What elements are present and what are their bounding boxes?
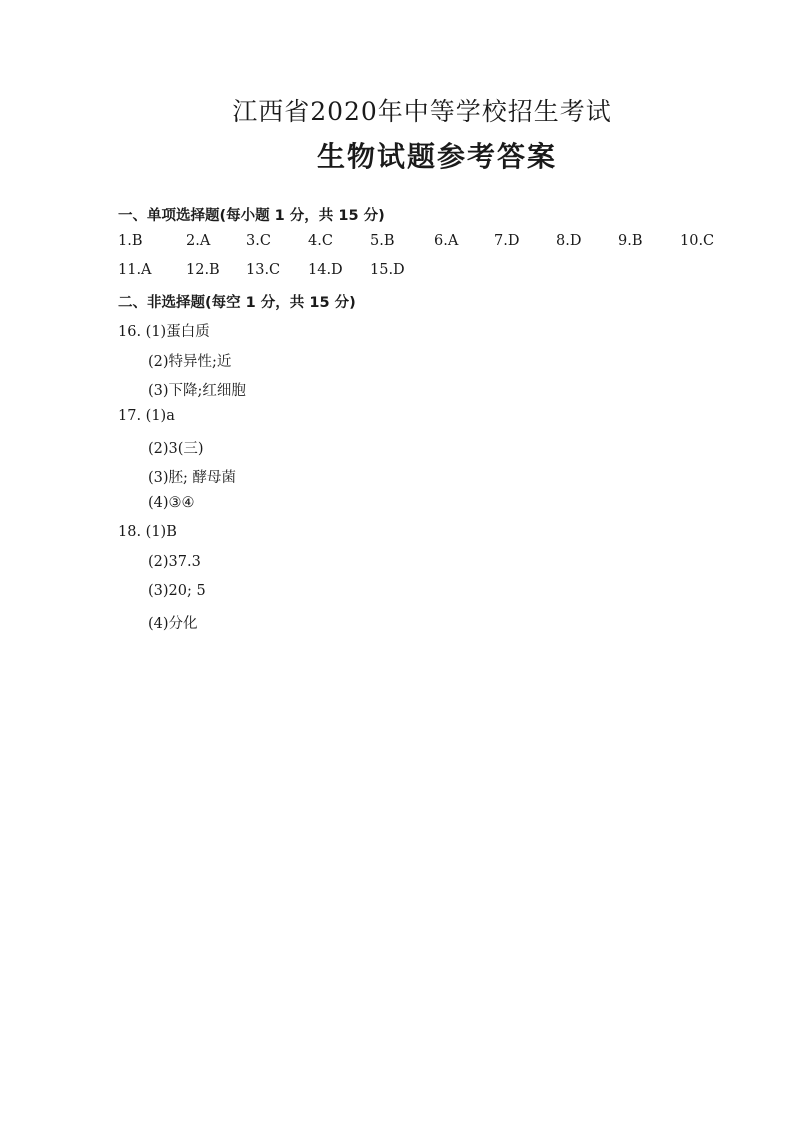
mc-answer: 9.B: [618, 233, 643, 249]
q18-answer-1: 18. (1)B: [118, 524, 177, 540]
mc-answer: 13.C: [246, 262, 281, 278]
mc-answer: 12.B: [186, 262, 220, 278]
q17-answer-4: (4)③④: [148, 495, 195, 511]
section2-heading: 二、非选择题(每空 1 分，共 15 分): [118, 295, 356, 311]
q16-answer-2: (2)特异性;近: [148, 354, 232, 370]
exam-title: 江西省2020年中等学校招生考试: [232, 97, 612, 126]
mc-answer: 2.A: [186, 233, 211, 249]
mc-answer: 11.A: [118, 262, 152, 278]
mc-answer: 1.B: [118, 233, 143, 249]
q17-answer-3: (3)胚; 酵母菌: [148, 470, 237, 486]
q16-answer-1: 16. (1)蛋白质: [118, 324, 210, 340]
section1-heading: 一、单项选择题(每小题 1 分，共 15 分): [118, 208, 385, 224]
q16-answer-3: (3)下降;红细胞: [148, 383, 246, 399]
mc-answer: 4.C: [308, 233, 333, 249]
q18-answer-3: (3)20; 5: [148, 583, 206, 599]
mc-answer: 15.D: [370, 262, 405, 278]
answer-key-title: 生物试题参考答案: [316, 140, 557, 173]
mc-answer: 5.B: [370, 233, 395, 249]
mc-answer: 3.C: [246, 233, 271, 249]
q18-answer-4: (4)分化: [148, 616, 198, 632]
q17-answer-2: (2)3(三): [148, 441, 204, 457]
q17-answer-1: 17. (1)a: [118, 408, 175, 424]
mc-answer: 6.A: [434, 233, 459, 249]
mc-answer: 14.D: [308, 262, 343, 278]
mc-answer: 7.D: [494, 233, 520, 249]
q18-answer-2: (2)37.3: [148, 554, 201, 570]
mc-answer: 10.C: [680, 233, 715, 249]
mc-answer: 8.D: [556, 233, 582, 249]
